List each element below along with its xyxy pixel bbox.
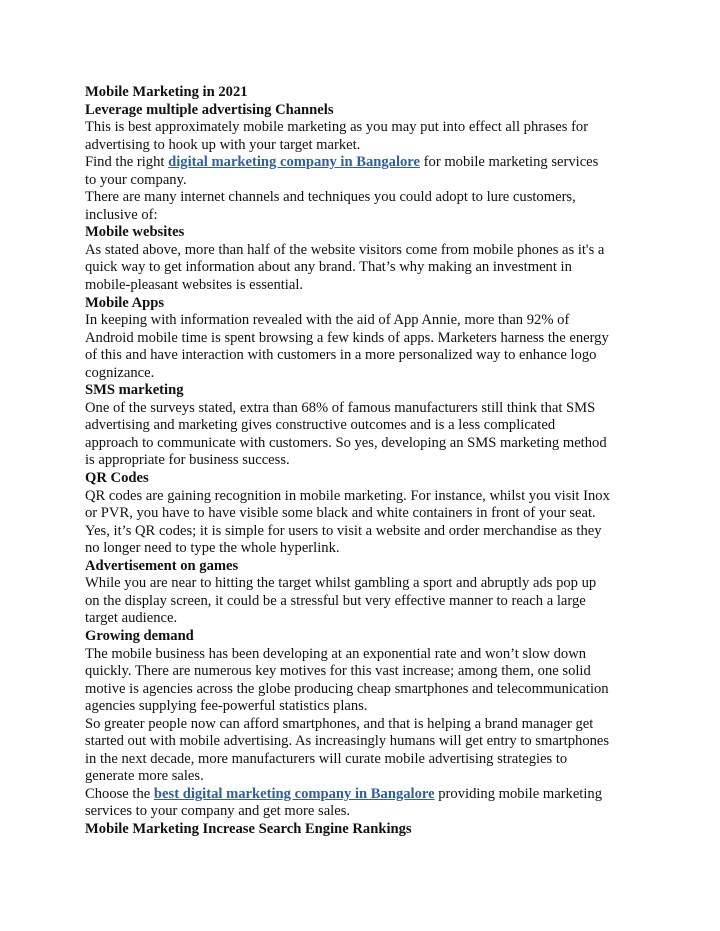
paragraph-line: mobile-pleasant websites is essential. xyxy=(85,277,304,294)
paragraph-line: of this and have interaction with customers in a more personalized way to enhance logo xyxy=(85,347,597,364)
digital-marketing-company-link[interactable]: digital marketing company in Bangalore xyxy=(168,154,421,171)
find-right-prefix: Find the right xyxy=(85,154,169,171)
paragraph-line: QR codes are gaining recognition in mobile marketing. For instance, whilst you visit Inox xyxy=(85,487,610,504)
paragraph-line: or PVR, you have to have visible some black and white containers in front of your seat. xyxy=(85,505,596,522)
paragraph-line: Yes, it’s QR codes; it is simple for users to visit a website and order merchandise as they xyxy=(85,522,602,539)
find-right-suffix: for mobile marketing services xyxy=(420,154,599,171)
paragraph-line: to your company. xyxy=(85,171,187,188)
paragraph-line: on the display screen, it could be a stressful but very effective manner to reach a large xyxy=(85,592,586,609)
heading-leverage-channels: Leverage multiple advertising Channels xyxy=(85,101,334,118)
heading-mobile-apps: Mobile Apps xyxy=(85,294,165,311)
paragraph-line: is appropriate for business success. xyxy=(85,452,290,469)
paragraph-line: This is best approximately mobile marketing as you may put into effect all phrases for xyxy=(85,119,589,136)
heading-advertisement-games: Advertisement on games xyxy=(85,557,239,574)
paragraph-line: no longer need to type the whole hyperlink. xyxy=(85,540,340,557)
paragraph-line: While you are near to hitting the target whilst gambling a sport and abruptly ads pop up xyxy=(85,575,597,592)
paragraph-line: The mobile business has been developing at an exponential rate and won’t slow down xyxy=(85,645,587,662)
heading-growing-demand: Growing demand xyxy=(85,627,194,644)
paragraph-line: approach to communicate with customers. So yes, developing an SMS marketing method xyxy=(85,434,607,451)
heading-search-engine-rankings: Mobile Marketing Increase Search Engine Rankings xyxy=(85,820,412,837)
document-title: Mobile Marketing in 2021 xyxy=(85,84,248,100)
heading-sms-marketing: SMS marketing xyxy=(85,382,184,399)
document-page xyxy=(85,84,645,839)
paragraph-line: inclusive of: xyxy=(85,206,158,223)
paragraph-line: services to your company and get more sales. xyxy=(85,803,351,820)
heading-mobile-websites: Mobile websites xyxy=(85,224,185,241)
choose-best-prefix: Choose the xyxy=(85,785,154,802)
best-digital-marketing-company-link[interactable]: best digital marketing company in Bangalore xyxy=(153,785,435,802)
paragraph-line: As stated above, more than half of the website visitors come from mobile phones as it's a xyxy=(85,241,605,258)
paragraph-line: advertising and marketing gives constructive outcomes and is a less complicated xyxy=(85,417,556,434)
paragraph-line: There are many internet channels and techniques you could adopt to lure customers, xyxy=(85,189,576,206)
paragraph-line: quickly. There are numerous key motives for this vast increase; among them, one solid xyxy=(85,663,591,680)
paragraph-line: One of the surveys stated, extra than 68% of famous manufacturers still think that SMS xyxy=(85,399,596,416)
paragraph-line: So greater people now can afford smartphones, and that is helping a brand manager get xyxy=(85,715,594,732)
paragraph-line: agencies supplying fee-powerful statistics plans. xyxy=(85,698,368,715)
paragraph-line: generate more sales. xyxy=(85,768,204,785)
paragraph-line: in the next decade, more manufacturers will curate mobile advertising strategies to xyxy=(85,750,568,767)
paragraph-line: Android mobile time is spent browsing a few kinds of apps. Marketers harness the energy xyxy=(85,329,609,346)
paragraph-line: target audience. xyxy=(85,610,178,627)
paragraph-line: In keeping with information revealed with the aid of App Annie, more than 92% of xyxy=(85,312,570,329)
paragraph-line: cognizance. xyxy=(85,364,155,381)
paragraph-line: started out with mobile advertising. As increasingly humans will get entry to smartphones xyxy=(85,733,610,750)
find-right-line xyxy=(85,154,645,172)
paragraph-line: advertising to hook up with your target market. xyxy=(85,136,361,153)
paragraph-line: quick way to get information about any brand. That’s why making an investment in xyxy=(85,259,572,276)
paragraph-line: motive is agencies across the globe producing cheap smartphones and telecommunication xyxy=(85,680,609,697)
choose-best-suffix: providing mobile marketing xyxy=(434,785,603,802)
heading-qr-codes: QR Codes xyxy=(85,470,149,487)
choose-best-line xyxy=(85,786,645,804)
